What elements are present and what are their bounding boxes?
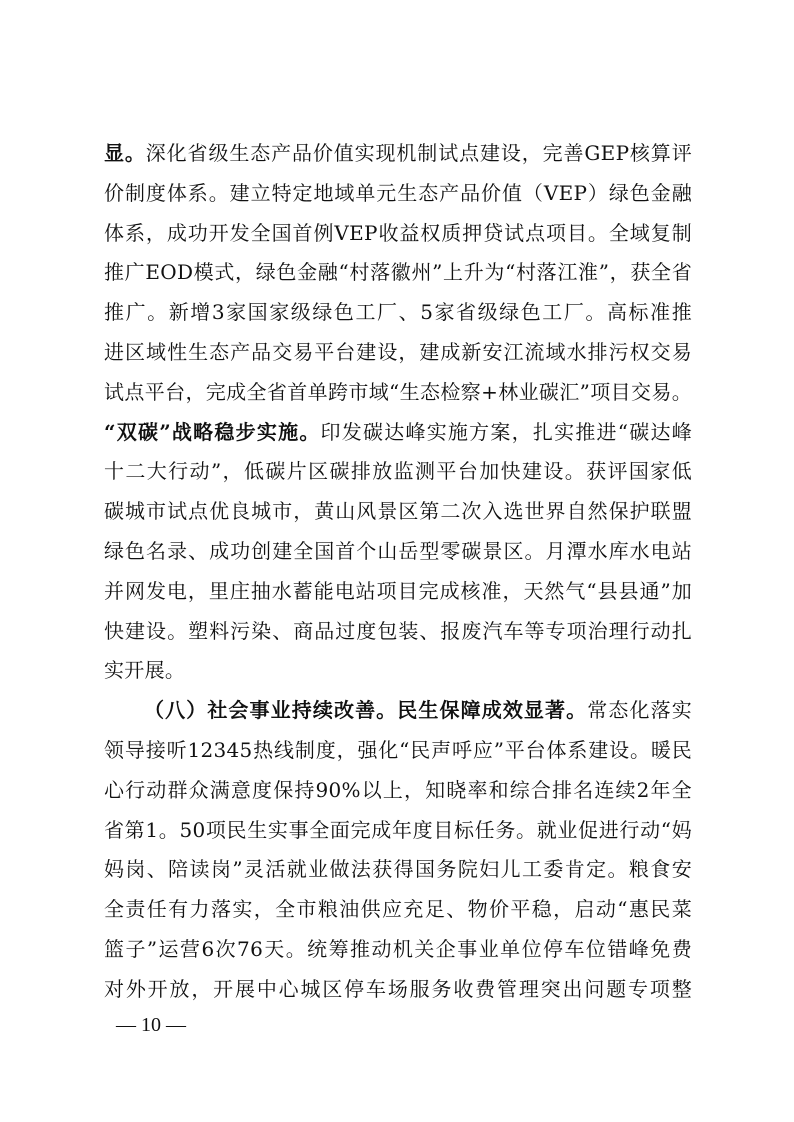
line-text: 快建设。塑料污染、商品过度包装、报废汽车等专项治理行动扎 xyxy=(104,618,692,643)
line-text: 推广EOD模式，绿色金融“村落徽州”上升为“村落江淮”，获全省 xyxy=(104,260,692,285)
text-line xyxy=(104,890,692,930)
page-number: — 10 — xyxy=(116,1014,186,1036)
text-line xyxy=(104,174,692,214)
line-text: 绿色名录、成功创建全国首个山岳型零碳景区。月潭水库水电站 xyxy=(104,538,692,563)
text-line xyxy=(104,850,692,890)
text-line xyxy=(104,811,692,851)
text-line xyxy=(104,612,692,652)
line-text: 领导接听12345热线制度，强化“民声呼应”平台体系建设。暖民 xyxy=(104,737,692,762)
document-body xyxy=(104,134,692,1010)
line-text: 全责任有力落实，全市粮油供应充足、物价平稳，启动“惠民菜 xyxy=(104,897,692,922)
line-text: 进区域性生态产品交易平台建设，建成新安江流域水排污权交易 xyxy=(104,339,692,364)
text-line xyxy=(104,253,692,293)
line-text: 体系，成功开发全国首例VEP收益权质押贷试点项目。全域复制 xyxy=(104,220,692,245)
line-text: 心行动群众满意度保持90%以上，知晓率和综合排名连续2年全 xyxy=(104,777,692,802)
text-line xyxy=(104,492,692,532)
line-text: 常态化落实 xyxy=(587,698,692,723)
text-line xyxy=(104,572,692,612)
line-text: 并网发电，里庄抽水蓄能电站项目完成核准，天然气“县县通”加 xyxy=(104,578,692,603)
text-line xyxy=(104,930,692,970)
line-text: 碳城市试点优良城市，黄山风景区第二次入选世界自然保护联盟 xyxy=(104,499,692,524)
bold-heading: （八）社会事业持续改善。民生保障成效显著。 xyxy=(144,698,588,723)
bold-heading: “双碳”战略稳步实施。 xyxy=(104,419,321,444)
text-line xyxy=(104,333,692,373)
text-line xyxy=(104,293,692,333)
line-text: 对外开放，开展中心城区停车场服务收费管理突出问题专项整 xyxy=(104,976,692,1001)
line-text: 篮子”运营6次76天。统筹推动机关企事业单位停车位错峰免费 xyxy=(104,936,692,961)
text-line xyxy=(104,214,692,254)
text-line xyxy=(104,731,692,771)
bold-heading: 显。 xyxy=(104,141,146,165)
line-text: 印发碳达峰实施方案，扎实推进“碳达峰 xyxy=(320,419,692,444)
text-line xyxy=(104,134,692,174)
line-text: 深化省级生态产品价值实现机制试点建设，完善GEP核算评 xyxy=(145,141,692,165)
line-text: 妈岗、陪读岗”灵活就业做法获得国务院妇儿工委肯定。粮食安 xyxy=(104,857,692,882)
line-text: 试点平台，完成全省首单跨市域“生态检察+林业碳汇”项目交易。 xyxy=(104,379,692,404)
line-text: 价制度体系。建立特定地域单元生态产品价值（VEP）绿色金融 xyxy=(104,180,692,205)
text-line xyxy=(104,771,692,811)
text-line xyxy=(104,413,692,453)
text-line xyxy=(104,970,692,1010)
line-text: 推广。新增3家国家级绿色工厂、5家省级绿色工厂。高标准推 xyxy=(104,300,692,325)
text-line xyxy=(104,651,692,691)
text-line xyxy=(104,452,692,492)
line-text: 十二大行动”，低碳片区碳排放监测平台加快建设。获评国家低 xyxy=(104,459,692,484)
line-text: 省第1。50项民生实事全面完成年度目标任务。就业促进行动“妈 xyxy=(104,817,692,842)
text-line xyxy=(104,691,692,731)
line-text: 实开展。 xyxy=(104,658,186,683)
text-line xyxy=(104,532,692,572)
text-line xyxy=(104,373,692,413)
